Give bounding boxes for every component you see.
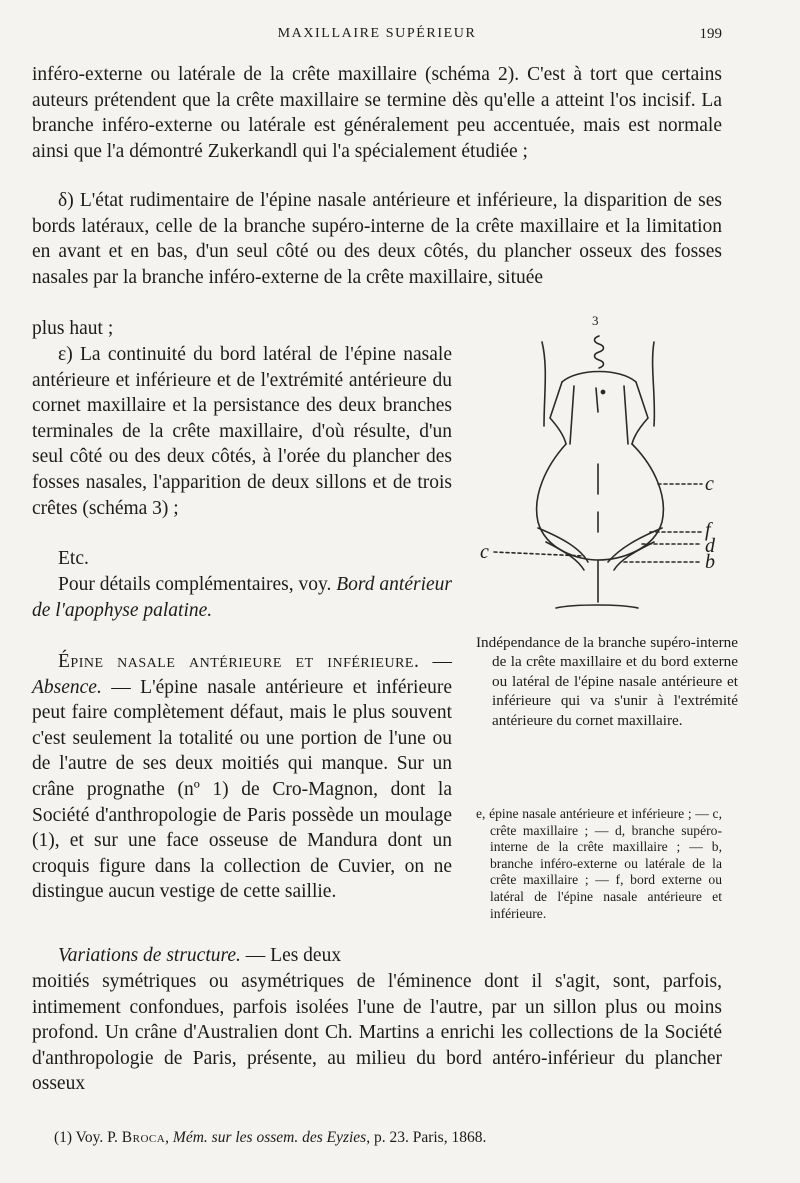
- inner-left-line: [570, 386, 574, 444]
- see-also-text: Pour détails complémentaires, voy.: [58, 574, 337, 595]
- upper-left-contour: [550, 382, 566, 444]
- figure-legend: e, épine nasale antérieure et inférieure ; — c, crête maxillaire ; — d, branche supéro-interne de la crête maxillaire ; — b, branche inféro-externe ou latérale de la crête maxillaire ; — f, bord externe ou latéral de l'épine nasale antérieure et inférieure.: [476, 806, 722, 921]
- label-f: f: [705, 519, 711, 541]
- subsection-absence: Absence.: [32, 676, 102, 698]
- paragraph-etc: Etc.: [58, 548, 89, 569]
- paragraph-structure: moitiés symétriques ou asymétriques de l'éminence dont il s'agit, sont, parfois, intimement confondues, parfois isolées l'une de l'autre, par un sillon plus ou moins profond. Un crâne d'Australien dont Ch. Martins a enrichi les collections de la Société d'anthropologie de Paris, présente, au milieu du bord antéro-inférieur du plancher osseux: [32, 971, 722, 1095]
- footnote-title: Mém. sur les ossem. des Eyzies: [172, 1129, 367, 1146]
- section-heading: Épine nasale antérieure et inférieure.: [58, 651, 420, 672]
- footnote-sep: ,: [165, 1129, 173, 1146]
- spine-squiggle: [595, 336, 604, 368]
- footnote-author: Broca: [121, 1129, 166, 1146]
- paragraph-structure-start: [32, 943, 452, 969]
- page-number: 199: [699, 26, 722, 42]
- figure-caption: Indépendance de la branche supéro-interne de la crête maxillaire et du bord externe ou latéral de l'épine nasale antérieure et inférieure qui va s'unir à l'extrémité antérieure du cornet maxillaire.: [476, 634, 738, 729]
- upper-right-contour: [562, 372, 648, 445]
- paragraph-2: δ) L'état rudimentaire de l'épine nasale antérieure et inférieure, la disparition de ses bords latéraux, celle de la branche supéro-interne de la crête maxillaire et la limitation en avant et en bas, d'un seul côté ou des deux côtés, du plancher osseux des fosses nasales par la branche inféro-externe de la crête maxillaire, située: [32, 190, 722, 288]
- structure-text-start: — Les deux: [240, 945, 342, 966]
- subsection-structure: Variations de structure.: [58, 945, 241, 966]
- paragraph-3: ε) La continuité du bord latéral de l'épine nasale antérieure et inférieure et de l'extrémité antérieure du cornet maxillaire et la persistance des deux branches terminales de la crête maxillaire, d'où résulte, d'un seul côté ou des deux côtés, à l'orée du plancher des fosses nasales, l'apparition de deux sillons et de trois crêtes (schéma 3) ;: [32, 344, 452, 519]
- absence-text: — L'épine nasale antérieure et inférieure peut faire complètement défaut, mais le plus souvent c'est seulement la totalité ou une portion de l'une ou de l'autre de ses deux moitiés qui manque. Sur un crâne prognathe (nº 1) de Cro-Magnon, dont la Société d'anthropologie de Paris possède un moulage (1), et sur une face osseuse de Mandura dont un croquis figure dans la collection de Cuvier, on ne distingue aucun vestige de cette saillie.: [32, 676, 452, 903]
- heading-dash: —: [419, 651, 453, 672]
- center-dot: [601, 390, 604, 393]
- center-line-upper: [596, 388, 598, 412]
- schema-3-figure: [474, 316, 724, 616]
- schema-3-drawing: [474, 316, 724, 616]
- lower-lobe-contour: [537, 444, 664, 560]
- footnote-marker: (1) Voy. P.: [54, 1129, 122, 1146]
- label-d: d: [705, 535, 715, 557]
- footnote: [54, 1128, 734, 1148]
- label-c-left: c: [480, 541, 489, 563]
- right-vertical-line: [653, 342, 655, 426]
- right-crest-line-2: [614, 542, 654, 570]
- page-header: [32, 26, 722, 48]
- running-title: MAXILLAIRE SUPÉRIEUR: [277, 26, 477, 41]
- see-also-reference: Bord antérieur de l'apophyse palatine.: [32, 574, 452, 621]
- inner-right-line: [624, 386, 628, 444]
- paragraph-2-end: plus haut ;: [32, 318, 114, 339]
- left-vertical-line: [542, 342, 545, 426]
- paragraph-1: inféro-externe ou latérale de la crête maxillaire (schéma 2). C'est à tort que certains auteurs prétendent que la crête maxillaire se termine dès qu'elle a atteint l'os incisif. La branche inféro-externe ou latérale est généralement peu accentuée, mais est normale ainsi que l'a démontré Zukerkandl qui l'a spécialement étudiée ;: [32, 64, 722, 162]
- left-crest-line: [538, 528, 588, 562]
- base-line: [556, 605, 638, 608]
- right-crest-line: [608, 528, 662, 562]
- paragraph-absence: [32, 649, 452, 905]
- footnote-rest: , p. 23. Paris, 1868.: [366, 1129, 487, 1146]
- paragraph-see-also: [32, 572, 452, 623]
- label-b: b: [705, 551, 715, 573]
- label-c-right: c: [705, 473, 714, 495]
- figure-number: 3: [592, 316, 599, 328]
